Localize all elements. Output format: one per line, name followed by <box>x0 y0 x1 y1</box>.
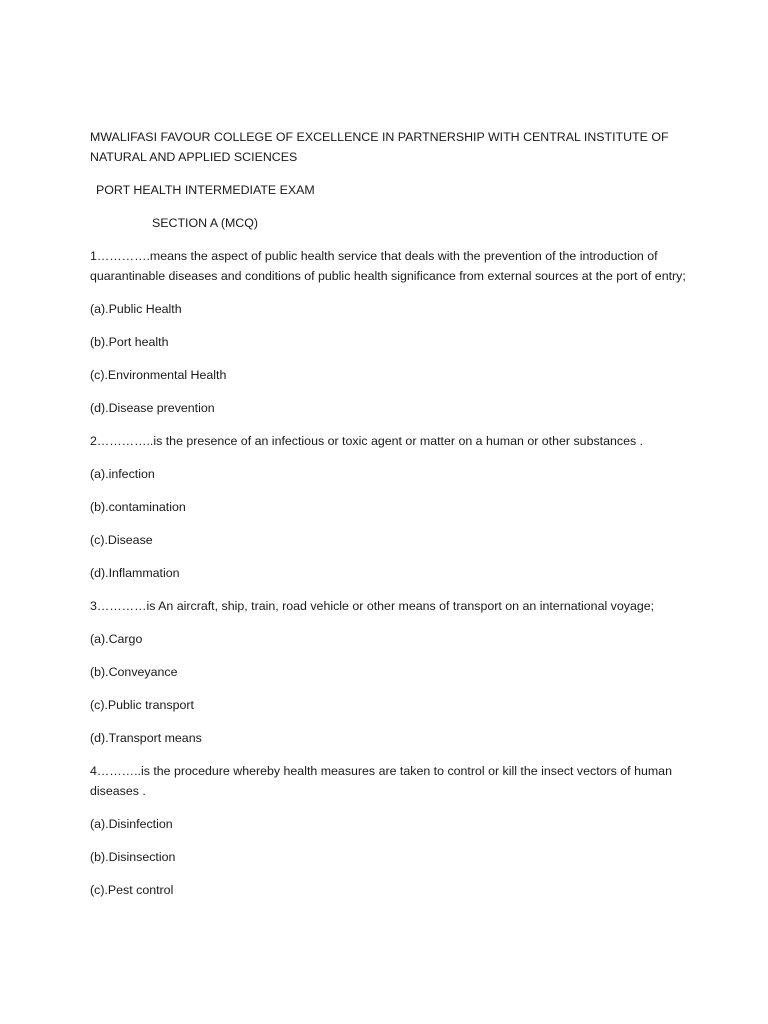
question-2-option-b: (b).contamination <box>90 500 186 514</box>
question-3-option-c: (c).Public transport <box>90 698 194 712</box>
question-3-option-b: (b).Conveyance <box>90 665 178 679</box>
question-3-option-a: (a).Cargo <box>90 632 143 646</box>
question-4-option-a: (a).Disinfection <box>90 817 173 831</box>
question-2-option-a: (a).infection <box>90 467 155 481</box>
question-1-option-b: (b).Port health <box>90 335 169 349</box>
question-1-option-d: (d).Disease prevention <box>90 401 215 415</box>
question-4-option-b: (b).Disinsection <box>90 850 176 864</box>
exam-title: PORT HEALTH INTERMEDIATE EXAM <box>96 183 315 197</box>
question-1: 1………….means the aspect of public health service that deals with the prevention of the introduction of quarantinable diseases and conditions of public health significance from external sources at the port of entry; <box>90 249 686 283</box>
question-2-option-c: (c).Disease <box>90 533 153 547</box>
question-3: 3…………is An aircraft, ship, train, road vehicle or other means of transport on an international voyage; <box>90 599 655 613</box>
question-3-option-d: (d).Transport means <box>90 731 202 745</box>
section-heading: SECTION A (MCQ) <box>152 216 259 230</box>
question-4-option-c: (c).Pest control <box>90 883 174 897</box>
question-4: 4………..is the procedure whereby health measures are taken to control or kill the insect vectors of human diseases . <box>90 764 672 798</box>
college-title: MWALIFASI FAVOUR COLLEGE OF EXCELLENCE IN PARTNERSHIP WITH CENTRAL INSTITUTE OF NATURAL AND APPLIED SCIENCES <box>90 130 669 164</box>
question-1-option-c: (c).Environmental Health <box>90 368 227 382</box>
question-2-option-d: (d).Inflammation <box>90 566 180 580</box>
document-page <box>90 127 690 913</box>
question-1-option-a: (a).Public Health <box>90 302 182 316</box>
question-2: 2…………..is the presence of an infectious or toxic agent or matter on a human or other substances . <box>90 434 644 448</box>
